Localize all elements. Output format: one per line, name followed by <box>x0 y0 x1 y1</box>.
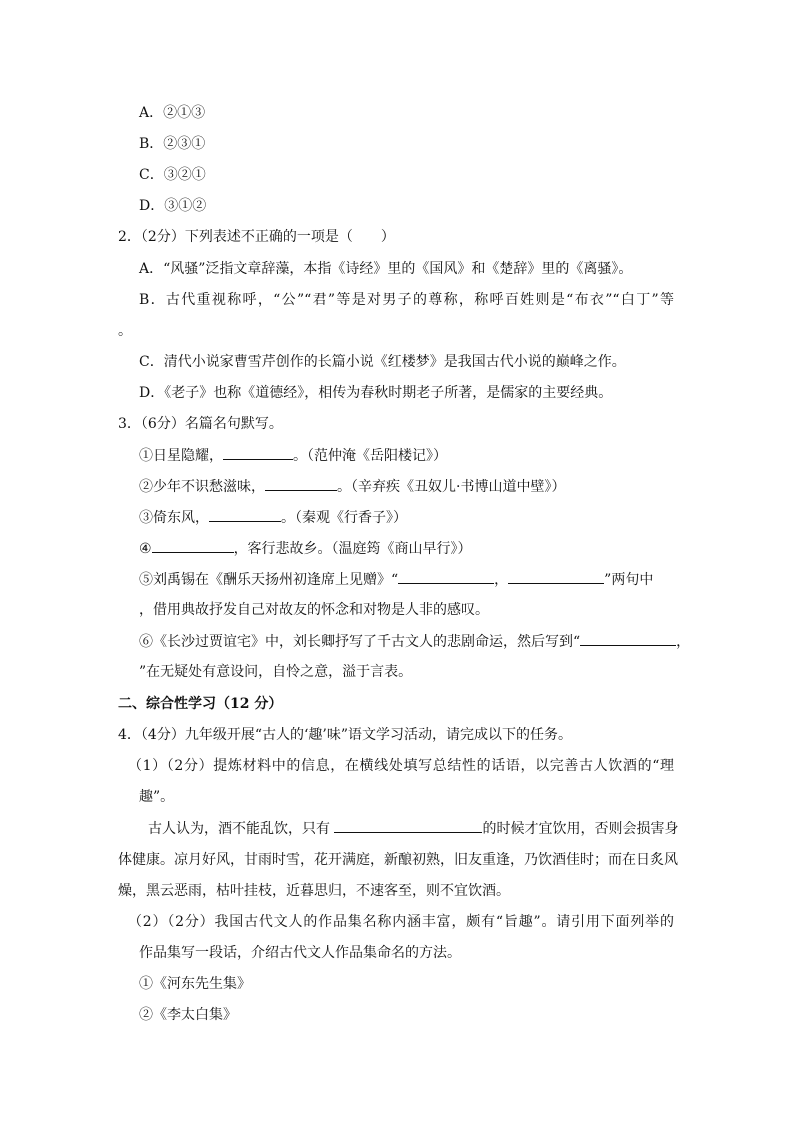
q3-item-5-end: ”两句中 <box>604 572 654 588</box>
q4-stem: 4．（4分）九年级开展“古人的‘趣’味”语文学习活动，请完成以下的任务。 <box>118 727 573 743</box>
answer-blank[interactable] <box>508 569 604 584</box>
q1-option-c: C．③②① <box>139 167 206 183</box>
answer-blank[interactable] <box>398 569 494 584</box>
q3-item-6-text: ⑥《长沙过贾谊宅》中，刘长卿抒写了千古文人的悲剧命运，然后写到“ <box>139 634 581 650</box>
q4-work-1: ①《河东先生集》 <box>139 976 251 992</box>
section-2-title: 二、综合性学习（12 分） <box>118 696 283 712</box>
q3-item-4 <box>139 538 472 559</box>
q2-option-a: A．“风骚”泛指文章辞藻，本指《诗经》里的《国风》和《楚辞》里的《离骚》。 <box>139 261 633 277</box>
q1-option-a: A．②①③ <box>139 105 206 121</box>
q3-item-1-source: 。（范仲淹《岳阳楼记》） <box>293 448 447 464</box>
q4-work-2: ②《李太白集》 <box>139 1007 237 1023</box>
q4-material-line-1 <box>148 818 678 839</box>
q3-item-4-text: ，客行悲故乡。（温庭筠《商山早行》） <box>233 541 472 557</box>
q3-item-5-text: ⑤刘禹锡在《酬乐天扬州初逢席上见赠》“ <box>139 572 399 588</box>
q2-stem: 2．（2分）下列表述不正确的一项是（ ） <box>118 229 395 245</box>
q1-option-d: D．③①② <box>139 198 207 214</box>
q3-item-1 <box>139 445 447 466</box>
q3-item-1-text: ①日星隐耀， <box>139 448 223 464</box>
q3-item-5-cont: ，借用典故抒发自己对故友的怀念和对物是人非的感叹。 <box>139 602 489 618</box>
q3-item-2-source: 。（辛弃疾《丑奴儿·书博山道中壁》） <box>337 479 566 495</box>
q4-material-text-end: 的时候才宜饮用，否则会损害身 <box>482 821 679 837</box>
q2-option-b-end: 。 <box>118 323 132 339</box>
q4-part2-cont: 作品集写一段话，介绍古代文人作品集命名的方法。 <box>139 945 461 961</box>
q1-option-b: B．②③① <box>139 136 206 152</box>
q4-material-text: 古人认为，酒不能乱饮，只有 <box>148 821 330 837</box>
q3-item-6 <box>139 631 690 652</box>
q4-material-line-2: 体健康。凉月好风，甘雨时雪，花开满庭，新酿初熟，旧友重逢，乃饮酒佳时；而在日炙风 <box>118 852 678 868</box>
answer-blank[interactable] <box>223 445 293 460</box>
q3-item-3-source: 。（秦观《行香子》） <box>281 510 407 526</box>
q3-item-4-num: ④ <box>139 541 152 557</box>
answer-blank[interactable] <box>209 507 281 522</box>
answer-blank[interactable] <box>152 538 234 553</box>
q4-part1: （1）（2分）提炼材料中的信息，在横线处填写总结性的话语，以完善古人饮酒的“理 <box>128 758 674 774</box>
q3-item-5 <box>139 569 653 590</box>
q2-option-d: D．《老子》也称《道德经》，相传为春秋时期老子所著，是儒家的主要经典。 <box>139 385 613 401</box>
answer-blank[interactable] <box>580 631 676 646</box>
answer-blank[interactable] <box>334 818 482 833</box>
q3-item-6-cont: ”在无疑处有意设问，自怜之意，溢于言表。 <box>139 664 413 680</box>
q3-item-2 <box>139 476 565 497</box>
q3-item-6-comma: ， <box>676 634 691 650</box>
q3-item-2-text: ②少年不识愁滋味， <box>139 479 265 495</box>
answer-blank[interactable] <box>265 476 337 491</box>
q4-material-line-3: 燥，黑云恶雨，枯叶挂枝，近暮思归，不速客至，则不宜饮酒。 <box>118 883 510 899</box>
q3-item-3-text: ③倚东风， <box>139 510 209 526</box>
q2-option-c: C．清代小说家曹雪芹创作的长篇小说《红楼梦》是我国古代小说的巅峰之作。 <box>139 354 626 370</box>
q3-item-5-comma: ， <box>494 572 509 588</box>
q4-part2: （2）（2分）我国古代文人的作品集名称内涵丰富，颇有“旨趣”。请引用下面列举的 <box>128 914 674 930</box>
q4-part1-cont: 趣”。 <box>139 789 175 805</box>
q3-item-3 <box>139 507 407 528</box>
q3-stem: 3．（6分）名篇名句默写。 <box>118 416 283 432</box>
q2-option-b: B．古代重视称呼，“公”“君”等是对男子的尊称，称呼百姓则是“布衣”“白丁”等 <box>139 292 674 308</box>
